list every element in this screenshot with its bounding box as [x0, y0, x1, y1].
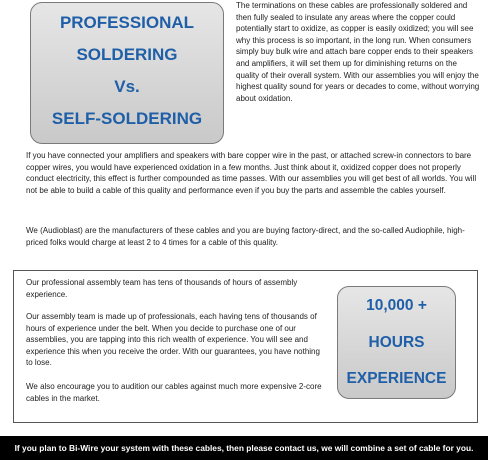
- badge-line-self-soldering: SELF-SOLDERING: [51, 109, 203, 128]
- badge-line-10000: 10,000 +: [366, 297, 427, 314]
- bi-wire-banner: [0, 436, 488, 460]
- badge-line-professional: PROFESSIONAL: [59, 13, 195, 32]
- badge-line-vs: Vs.: [114, 77, 140, 96]
- experience-paragraph-3: We also encourage you to audition our cables against much more expensive 2-core cables in the market.: [26, 382, 322, 403]
- badge-line-hours: HOURS: [368, 333, 425, 351]
- experience-paragraph-2: Our assembly team is made up of professionals, each having tens of thousands of hours of experience under the belt. When you decide to purchase one of our assemblies, you are tapping into this rich wealth of experience. You will see and experience this when you receive the order. With our guarantees, you have nothing to lose.: [26, 312, 320, 368]
- oxidation-paragraph: If you have connected your amplifiers and speakers with bare copper wire in the past, or attached screw-in connectors to bare copper wires, you would have experienced oxidation in a few months. Just think about it, oxidized copper does not properly conduct electricity, this effect is further compounded as time passes. With our assemblies you will get best of all worlds. You will not be able to build a cable of this quality and performance even if you buy the parts and assemble the cables yourself.: [26, 151, 477, 195]
- manufacturer-paragraph: We (Audioblast) are the manufacturers of these cables and you are buying factory-direct, and the so-called Audiophile, high-priced folks would charge at least 2 to 4 times for a cable of this quality.: [26, 226, 465, 247]
- experience-paragraph-1: Our professional assembly team has tens of thousands of hours of assembly experience.: [26, 278, 298, 299]
- badge-line-soldering: SOLDERING: [76, 45, 178, 64]
- hours-experience-badge: [337, 286, 456, 399]
- badge-line-experience: EXPERIENCE: [346, 370, 447, 387]
- professional-vs-self-soldering-badge: [30, 2, 224, 144]
- intro-paragraph: The terminations on these cables are professionally soldered and then fully sealed to insulate any areas where the copper could potentially start to oxidize, as copper is easily oxidized; you will see why this process is so important, in the long run. When consumers simply buy bulk wire and attach bare copper ends to their speakers and amplifiers, it will set them up for diminishing returns on the quality of their overall system. With our assemblies you will enjoy the highest quality sound for years or decades to come, without worrying about oxidation.: [236, 1, 480, 103]
- bi-wire-banner-text: If you plan to Bi-Wire your system with these cables, then please contact us, we will combine a set of cable for you.: [14, 443, 474, 453]
